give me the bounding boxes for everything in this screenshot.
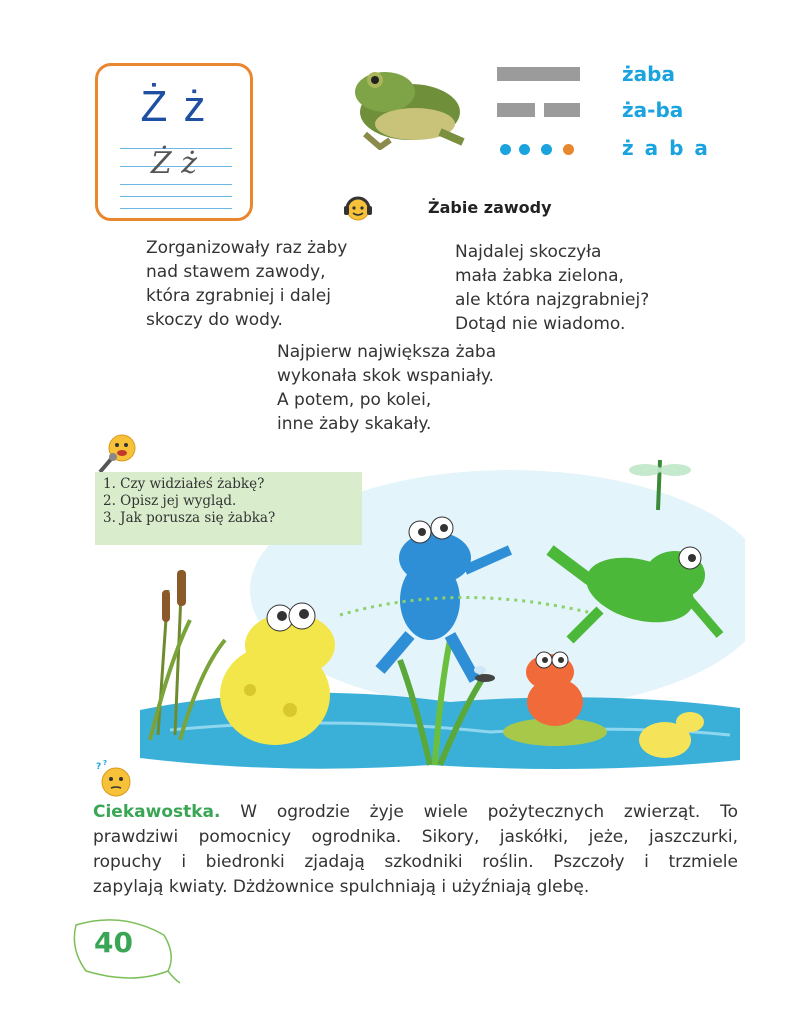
poem-line: skoczy do wody. [146,310,283,330]
ruled-line [120,184,232,185]
poem-line: inne żaby skakały. [277,414,432,434]
fact-label: Ciekawostka. [93,802,221,822]
poem-line: wykonała skok wspaniały. [277,366,494,386]
script-letters: Ż ż [150,146,198,181]
fact-line: prawdziwi pomocnicy ogrodnika. Sikory, jaskółki, jeże, jaszczurki, [93,827,738,847]
svg-text:?: ? [103,759,108,767]
syllable-bar [544,103,580,117]
fact-line-text: W ogrodzie żyje wiele pożytecznych zwierząt. To [220,802,738,822]
questions-box [95,472,362,545]
page-number: 40 [94,926,133,959]
sound-dot [563,144,574,155]
word-full: żaba [622,62,675,86]
poem-line: Zorganizowały raz żaby [146,238,348,258]
microphone-icon [94,432,138,476]
sound-dot [500,144,511,155]
word-sounds: ż a b a [622,136,710,160]
poem-stanza-3 [277,340,496,436]
frog-illustration [345,62,470,150]
poem-line: nad stawem zawody, [146,262,326,282]
poem-title: Żabie zawody [428,198,552,217]
ruled-line [120,208,232,209]
fun-fact [93,800,738,900]
svg-text:?: ? [96,762,102,772]
poem-line: mała żabka zielona, [455,266,624,286]
poem-stanza-2 [455,240,649,336]
question-item: 1. Czy widziałeś żabkę? [103,476,265,492]
headphones-icon [343,193,373,223]
word-syllables: ża-ba [622,98,684,122]
question-item: 2. Opisz jej wygląd. [103,493,237,509]
syllable-bar [497,103,535,117]
fact-line [93,800,738,825]
fact-line: ropuchy i biedronki zjadają szkodniki roślin. Pszczoły i trzmiele [93,852,738,872]
sound-dot [519,144,530,155]
print-letters: Ż ż [140,82,208,131]
poem-stanza-1 [146,236,347,332]
poem-line: A potem, po kolei, [277,390,432,410]
letter-card [95,63,253,221]
question-item: 3. Jak porusza się żabka? [103,510,276,526]
ruled-line [120,196,232,197]
sound-dot [541,144,552,155]
poem-line: która zgrabniej i dalej [146,286,331,306]
poem-line: Najdalej skoczyła [455,242,602,262]
fact-line: zapylają kwiaty. Dżdżownice spulchniają i użyźniają glebę. [93,877,590,897]
poem-line: ale która najzgrabniej? [455,290,650,310]
poem-line: Najpierw największa żaba [277,342,497,362]
thinking-face-icon [94,758,134,798]
word-bar [497,67,580,81]
poem-line: Dotąd nie wiadomo. [455,314,626,334]
